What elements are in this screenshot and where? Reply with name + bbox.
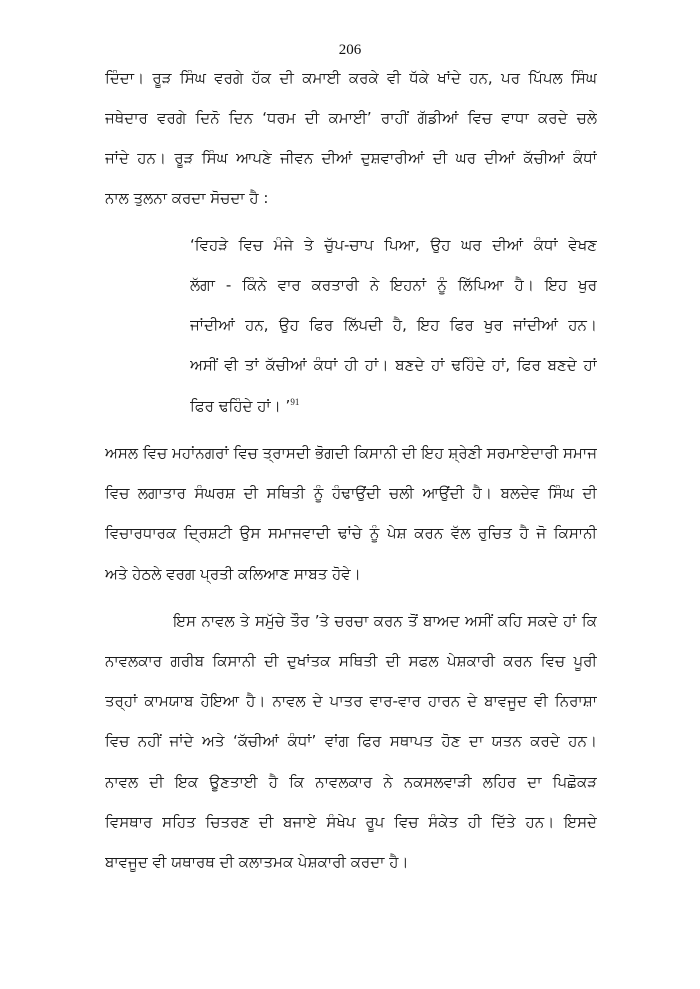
- text-line: ਵਿਚ ਨਹੀਂ ਜਾਂਦੇ ਅਤੇ ‘ਕੱਚੀਆਂ ਕੰਧਾਂ’ ਵਾਂਗ ਫਿਰ ਸਥਾਪਤ ਹੋਣ ਦਾ ਯਤਨ ਕਰਦੇ ਹਨ।: [105, 732, 597, 750]
- text-line: ਜਾਂਦੇ ਹਨ। ਰੂੜ ਸਿੰਘ ਆਪਣੇ ਜੀਵਨ ਦੀਆਂ ਦੁਸ਼ਵਾਰੀਆਂ ਦੀ ਘਰ ਦੀਆਂ ਕੱਚੀਆਂ ਕੰਧਾਂ: [105, 149, 597, 167]
- quote-line: ਅਸੀਂ ਵੀ ਤਾਂ ਕੱਚੀਆਂ ਕੰਧਾਂ ਹੀ ਹਾਂ। ਬਣਦੇ ਹਾਂ ਢਹਿੰਦੇ ਹਾਂ, ਫਿਰ ਬਣਦੇ ਹਾਂ: [190, 356, 597, 374]
- text-line: ਵਿਸਥਾਰ ਸਹਿਤ ਚਿਤਰਣ ਦੀ ਬਜਾਏ ਸੰਖੇਪ ਰੂਪ ਵਿਚ ਸੰਕੇਤ ਹੀ ਦਿੱਤੇ ਹਨ। ਇਸਦੇ: [105, 813, 597, 831]
- text-line: ਬਾਵਜੂਦ ਵੀ ਯਥਾਰਥ ਦੀ ਕਲਾਤਮਕ ਪੇਸ਼ਕਾਰੀ ਕਰਦਾ ਹੈ।: [105, 853, 409, 871]
- page-number: 206: [338, 42, 362, 58]
- quote-text: ਫਿਰ ਢਹਿੰਦੇ ਹਾਂ। ’: [190, 397, 291, 415]
- text-line: ਵਿਚਾਰਧਾਰਕ ਦ੍ਰਿਸ਼ਟੀ ਉਸ ਸਮਾਜਵਾਦੀ ਢਾਂਚੇ ਨੂੰ ਪੇਸ਼ ਕਰਨ ਵੱਲ ਰੁਚਿਤ ਹੈ ਜੋ ਕਿਸਾਨੀ: [105, 524, 597, 542]
- text-line: ਨਾਲ ਤੁਲਨਾ ਕਰਦਾ ਸੋਚਦਾ ਹੈ :: [105, 189, 269, 207]
- quote-line: ਲੱਗਾ - ਕਿੰਨੇ ਵਾਰ ਕਰਤਾਰੀ ਨੇ ਇਹਨਾਂ ਨੂੰ ਲਿੱਪਿਆ ਹੈ। ਇਹ ਖੁਰ: [190, 276, 597, 294]
- text-line: ਨਾਵਲ ਦੀ ਇਕ ਊਣਤਾਈ ਹੈ ਕਿ ਨਾਵਲਕਾਰ ਨੇ ਨਕਸਲਵਾੜੀ ਲਹਿਰ ਦਾ ਪਿਛੋਕੜ: [105, 773, 597, 791]
- text-line: ਤਰ੍ਹਾਂ ਕਾਮਯਾਬ ਹੋਇਆ ਹੈ। ਨਾਵਲ ਦੇ ਪਾਤਰ ਵਾਰ-ਵਾਰ ਹਾਰਨ ਦੇ ਬਾਵਜੂਦ ਵੀ ਨਿਰਾਸ਼ਾ: [105, 692, 597, 710]
- text-line: ਜਥੇਦਾਰ ਵਰਗੇ ਦਿਨੋ ਦਿਨ ‘ਧਰਮ ਦੀ ਕਮਾਈ’ ਰਾਹੀਂ ਗੱਡੀਆਂ ਵਿਚ ਵਾਧਾ ਕਰਦੇ ਚਲੇ: [105, 109, 597, 127]
- text-line: ਇਸ ਨਾਵਲ ਤੇ ਸਮੁੱਚੇ ਤੌਰ ’ਤੇ ਚਰਚਾ ਕਰਨ ਤੋਂ ਬਾਅਦ ਅਸੀਂ ਕਹਿ ਸਕਦੇ ਹਾਂ ਕਿ: [173, 612, 597, 630]
- quote-line: ‘ਵਿਹੜੇ ਵਿਚ ਮੰਜੇ ਤੇ ਚੁੱਪ-ਚਾਪ ਪਿਆ, ਉਹ ਘਰ ਦੀਆਂ ਕੰਧਾਂ ਵੇਖਣ: [190, 236, 597, 254]
- quote-line: ਜਾਂਦੀਆਂ ਹਨ, ਉਹ ਫਿਰ ਲਿੱਪਦੀ ਹੈ, ਇਹ ਫਿਰ ਖੁਰ ਜਾਂਦੀਆਂ ਹਨ।: [190, 316, 597, 334]
- quote-line: [190, 396, 597, 416]
- text-line: ਵਿਚ ਲਗਾਤਾਰ ਸੰਘਰਸ਼ ਦੀ ਸਥਿਤੀ ਨੂੰ ਹੰਢਾਉਂਦੀ ਚਲੀ ਆਉਂਦੀ ਹੈ। ਬਲਦੇਵ ਸਿੰਘ ਦੀ: [105, 484, 597, 502]
- text-line: ਨਾਵਲਕਾਰ ਗਰੀਬ ਕਿਸਾਨੀ ਦੀ ਦੁਖਾਂਤਕ ਸਥਿਤੀ ਦੀ ਸਫਲ ਪੇਸ਼ਕਾਰੀ ਕਰਨ ਵਿਚ ਪੂਰੀ: [105, 652, 597, 670]
- text-line: ਅਸਲ ਵਿਚ ਮਹਾਂਨਗਰਾਂ ਵਿਚ ਤ੍ਰਾਸਦੀ ਭੋਗਦੀ ਕਿਸਾਨੀ ਦੀ ਇਹ ਸ਼੍ਰੇਣੀ ਸਰਮਾਏਦਾਰੀ ਸਮਾਜ: [105, 444, 597, 462]
- footnote-reference: 91: [290, 397, 300, 407]
- text-line: ਅਤੇ ਹੇਠਲੇ ਵਰਗ ਪ੍ਰਤੀ ਕਲਿਆਣ ਸਾਬਤ ਹੋਵੇ।: [105, 565, 361, 583]
- text-line: ਦਿੰਦਾ। ਰੂੜ ਸਿੰਘ ਵਰਗੇ ਹੱਕ ਦੀ ਕਮਾਈ ਕਰਕੇ ਵੀ ਧੱਕੇ ਖਾਂਦੇ ਹਨ, ਪਰ ਪਿੱਪਲ ਸਿੰਘ: [105, 69, 597, 87]
